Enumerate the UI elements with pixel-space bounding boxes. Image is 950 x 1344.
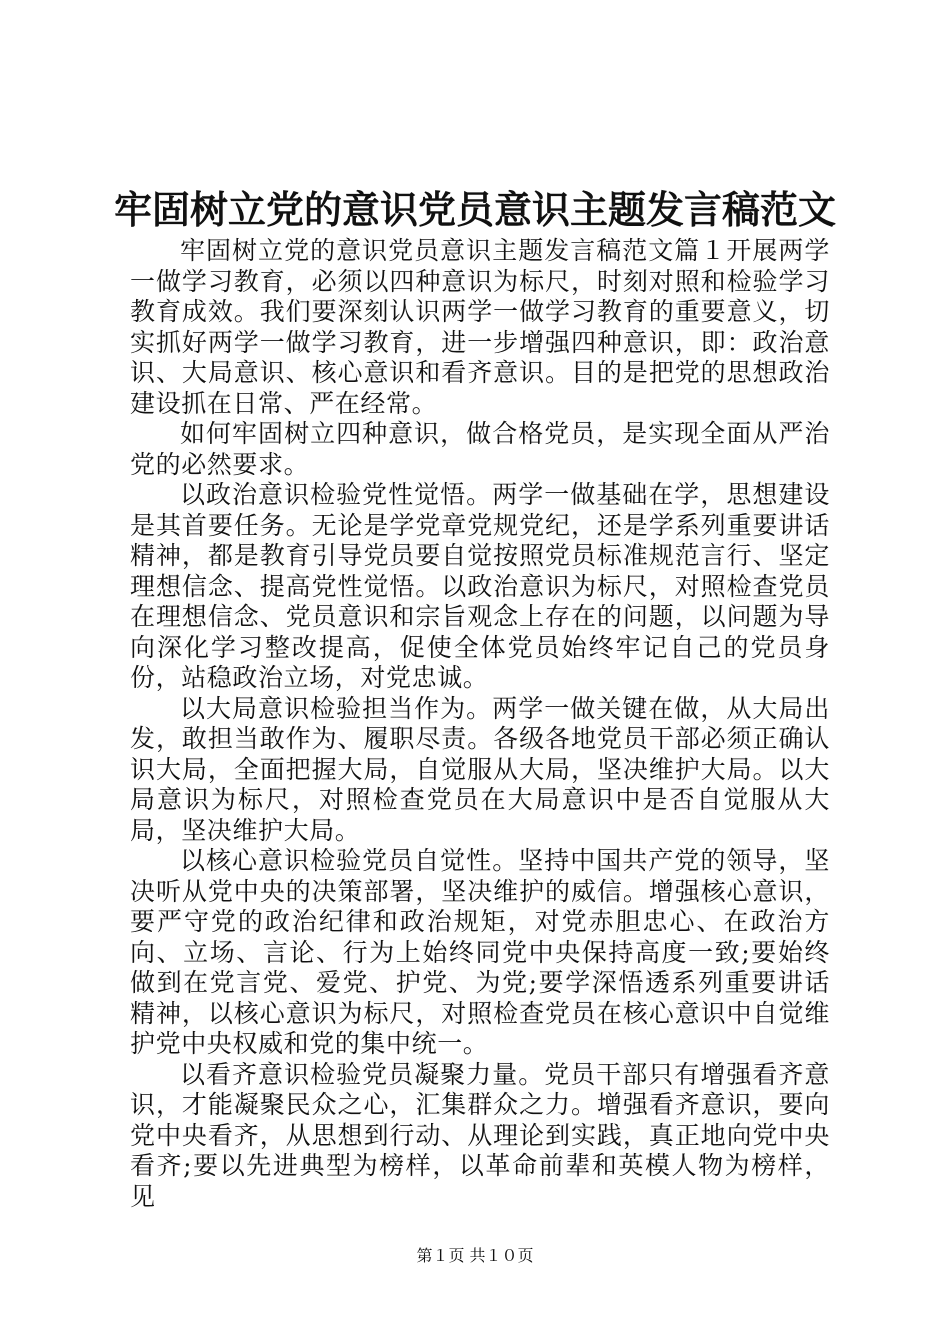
paragraph: 以政治意识检验党性觉悟。两学一做基础在学，思想建设是其首要任务。无论是学党章党规党纪，还是学系列重要讲话精神，都是教育引导党员要自觉按照党员标准规范言行、坚定理想信念、提高党性觉悟。以政治意识为标尺，对照检查党员在理想信念、党员意识和宗旨观念上存在的问题，以问题为导向深化学习整改提高，促使全体党员始终牢记自己的党员身份，站稳政治立场，对党忠诚。 [130, 480, 830, 692]
document-body [130, 236, 830, 1212]
paragraph: 如何牢固树立四种意识，做合格党员，是实现全面从严治党的必然要求。 [130, 419, 830, 479]
paragraph: 以大局意识检验担当作为。两学一做关键在做，从大局出发，敢担当敢作为、履职尽责。各级各地党员干部必须正确认识大局，全面把握大局，自觉服从大局，坚决维护大局。以大局意识为标尺，对照检查党员在大局意识中是否自觉服从大局，坚决维护大局。 [130, 693, 830, 845]
paragraph: 以看齐意识检验党员凝聚力量。党员干部只有增强看齐意识，才能凝聚民众之心，汇集群众之力。增强看齐意识，要向党中央看齐，从思想到行动、从理论到实践，真正地向党中央看齐;要以先进典型为榜样，以革命前辈和英模人物为榜样，见 [130, 1059, 830, 1211]
page-number-footer: 第１页 共１０页 [416, 1246, 534, 1265]
paragraph: 牢固树立党的意识党员意识主题发言稿范文篇１开展两学一做学习教育，必须以四种意识为标尺，时刻对照和检验学习教育成效。我们要深刻认识两学一做学习教育的重要意义，切实抓好两学一做学习教育，进一步增强四种意识，即：政治意识、大局意识、核心意识和看齐意识。目的是把党的思想政治建设抓在日常、严在经常。 [130, 236, 830, 418]
document-title: 牢固树立党的意识党员意识主题发言稿范文 [113, 187, 836, 232]
paragraph: 以核心意识检验党员自觉性。坚持中国共产党的领导，坚决听从党中央的决策部署，坚决维护的威信。增强核心意识，要严守党的政治纪律和政治规矩，对党赤胆忠心、在政治方向、立场、言论、行为上始终同党中央保持高度一致;要始终做到在党言党、爱党、护党、为党;要学深悟透系列重要讲话精神，以核心意识为标尺，对照检查党员在核心意识中自觉维护党中央权威和党的集中统一。 [130, 846, 830, 1058]
